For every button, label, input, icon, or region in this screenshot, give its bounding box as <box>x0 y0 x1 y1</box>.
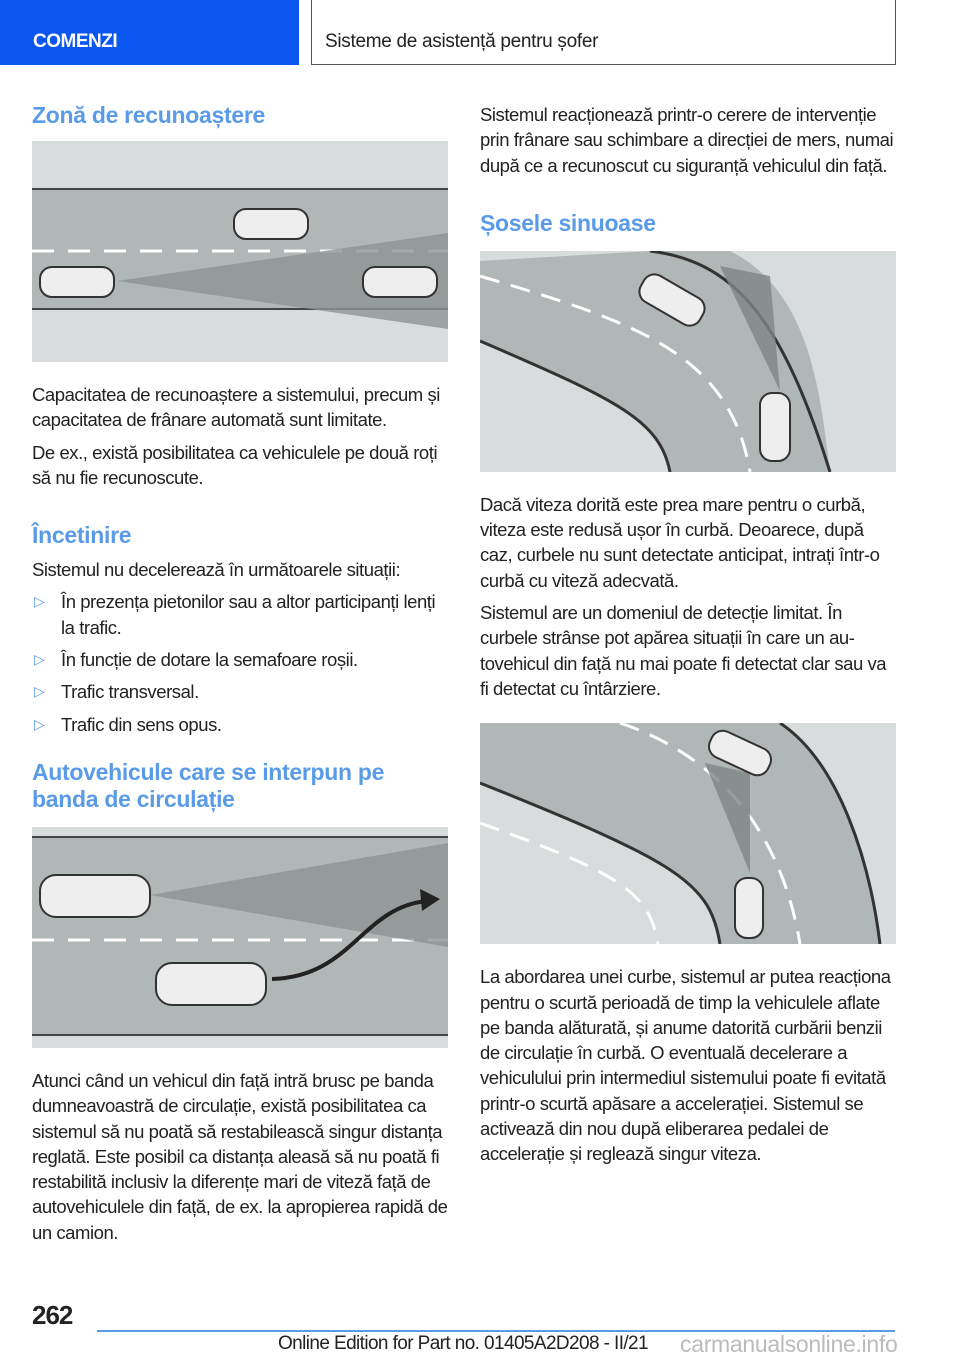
list-item: ▷ În prezența pietonilor sau a altor participanți lenți la trafic. <box>34 591 436 638</box>
heading-deceleration: Încetinire <box>32 522 132 549</box>
right-column <box>480 102 896 1174</box>
paragraph: Sistemul nu decelerează în următoarele situații: <box>32 559 401 581</box>
paragraph: Sistemul reacționează printr-o cerere de intervenție prin frânare sau schimbare a direcției de mers, numai după ce a recunoscut cu siguranță vehiculul din față. <box>480 104 894 176</box>
bullet-list <box>32 589 448 736</box>
edition-note: Online Edition for Part no. 01405A2D208 - II/21 <box>278 1333 648 1354</box>
heading-recognition-zone: Zonă de recunoaștere <box>32 102 266 128</box>
watermark: carmanualsonline.info <box>680 1331 898 1357</box>
heading-winding-roads: Șosele sinuoase <box>480 209 656 236</box>
list-item: ▷ Trafic transversal. <box>32 679 448 704</box>
list-item: ▷ Trafic din sens opus. <box>32 712 448 737</box>
triangle-bullet-icon: ▷ <box>34 651 45 668</box>
page-number: 262 <box>32 1300 73 1330</box>
illustration-curve-1 <box>480 251 896 472</box>
triangle-bullet-icon: ▷ <box>34 715 45 732</box>
illustration-curve-2 <box>480 723 896 944</box>
page-header-title: Sisteme de asistență pentru șofer <box>311 0 896 65</box>
triangle-bullet-icon: ▷ <box>34 683 45 700</box>
paragraph: Dacă viteza dorită este prea mare pentru o curbă, viteza este redusă ușor în curbă. Deoarece, după caz, curbele nu sunt detectate anticipat, intrați într-o curbă cu viteză adecvată. <box>480 493 880 591</box>
heading-cut-in-vehicles: Autovehicule care se interpun pe banda de circulație <box>32 758 385 812</box>
paragraph: Atunci când un vehicul din față intră brusc pe banda dumneavoastră de circulație, există posibilitatea ca sistemul să nu poată să restabilească singur distanța reglată. Este posibil ca distanța aleasă să nu poată fi restabilită inclusiv la diferențe mari de viteză față de autovehiculele din față, de ex. la apropierea rapidă de un camion. <box>32 1069 448 1243</box>
paragraph: La abordarea unei curbe, sistemul ar putea reacționa pentru o scurtă perioadă de timp la vehiculele aflate pe banda alăturată, și anume datorită curbării benzii de circulație în curbă. O eventuală decelerare a vehiculului prin intermediul sistemului poate fi evitată printr-o scurtă apăsare a accelerației. Sistemul se activează din nou după eliberarea pedalei de accelerație și reglează singur viteza. <box>480 966 891 1165</box>
paragraph: De ex., există posibilitatea ca vehiculele pe două roți să nu fie recunoscute. <box>32 441 438 488</box>
list-item: ▷ În funcție de dotare la semafoare roșii. <box>32 647 448 672</box>
paragraph: Sistemul are un domeniul de detecție limitat. În curbele strânse pot apărea situații în care un autovehicul din față nu mai poate fi detectat clar sau va fi detectat cu întârziere. <box>480 602 887 699</box>
paragraph: Capacitatea de recunoaștere a sistemului, precum și capacitatea de frânare automată sunt limitate. <box>32 384 440 431</box>
left-column <box>32 102 448 1252</box>
section-tab: COMENZI <box>0 0 299 65</box>
illustration-cut-in <box>32 827 448 1048</box>
triangle-bullet-icon: ▷ <box>34 593 45 610</box>
illustration-straight-road <box>32 141 448 362</box>
